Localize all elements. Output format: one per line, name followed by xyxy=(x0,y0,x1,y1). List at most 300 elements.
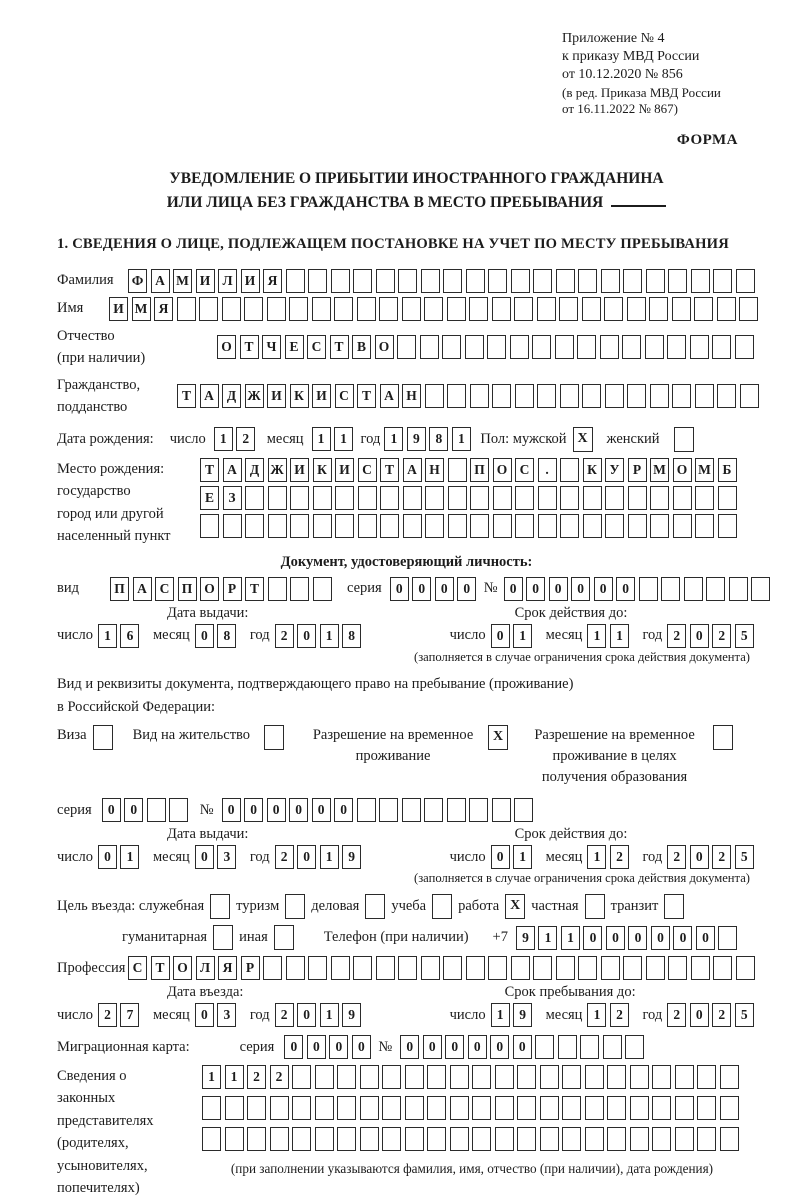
form-cell[interactable]: С xyxy=(515,458,534,482)
form-cell[interactable]: 0 xyxy=(628,926,647,950)
form-cell[interactable]: 0 xyxy=(435,577,454,601)
form-cell[interactable] xyxy=(604,297,623,321)
form-cell[interactable] xyxy=(335,486,354,510)
form-cell[interactable] xyxy=(470,514,489,538)
form-cell[interactable]: 1 xyxy=(561,926,580,950)
purpose-study-checkbox[interactable] xyxy=(432,894,452,919)
form-cell[interactable]: 0 xyxy=(334,798,353,822)
form-cell[interactable] xyxy=(380,514,399,538)
form-cell[interactable]: 1 xyxy=(513,845,532,869)
purpose-business-checkbox[interactable] xyxy=(365,894,385,919)
form-cell[interactable] xyxy=(517,1065,536,1089)
form-cell[interactable]: 1 xyxy=(312,427,331,451)
form-cell[interactable] xyxy=(607,1065,626,1089)
form-cell[interactable] xyxy=(672,384,691,408)
form-cell[interactable]: 7 xyxy=(120,1003,139,1027)
form-cell[interactable]: М xyxy=(132,297,151,321)
form-cell[interactable] xyxy=(625,1035,644,1059)
form-cell[interactable]: О xyxy=(375,335,394,359)
form-cell[interactable] xyxy=(495,1096,514,1120)
form-cell[interactable]: С xyxy=(307,335,326,359)
form-cell[interactable] xyxy=(353,956,372,980)
form-cell[interactable] xyxy=(537,384,556,408)
form-cell[interactable] xyxy=(649,297,668,321)
form-cell[interactable] xyxy=(603,1035,622,1059)
form-cell[interactable] xyxy=(673,486,692,510)
form-cell[interactable]: Б xyxy=(718,458,737,482)
form-cell[interactable] xyxy=(200,514,219,538)
form-cell[interactable] xyxy=(421,269,440,293)
form-cell[interactable] xyxy=(560,458,579,482)
form-cell[interactable]: 0 xyxy=(423,1035,442,1059)
form-cell[interactable]: 1 xyxy=(214,427,233,451)
form-cell[interactable] xyxy=(718,926,737,950)
form-cell[interactable] xyxy=(379,297,398,321)
form-cell[interactable] xyxy=(472,1096,491,1120)
form-cell[interactable] xyxy=(558,1035,577,1059)
form-cell[interactable] xyxy=(578,269,597,293)
form-cell[interactable]: А xyxy=(403,458,422,482)
form-cell[interactable]: 0 xyxy=(297,845,316,869)
form-cell[interactable] xyxy=(225,1096,244,1120)
form-cell[interactable] xyxy=(427,1096,446,1120)
form-cell[interactable] xyxy=(652,1127,671,1151)
form-cell[interactable]: 2 xyxy=(275,624,294,648)
form-cell[interactable]: Я xyxy=(218,956,237,980)
form-cell[interactable] xyxy=(650,384,669,408)
form-cell[interactable]: 5 xyxy=(735,1003,754,1027)
form-cell[interactable] xyxy=(720,1127,739,1151)
form-cell[interactable]: М xyxy=(650,458,669,482)
form-cell[interactable]: 0 xyxy=(329,1035,348,1059)
purpose-tourism-checkbox[interactable] xyxy=(285,894,305,919)
form-cell[interactable]: 0 xyxy=(102,798,121,822)
form-cell[interactable]: 0 xyxy=(284,1035,303,1059)
form-cell[interactable] xyxy=(511,269,530,293)
form-cell[interactable] xyxy=(376,269,395,293)
form-cell[interactable]: 0 xyxy=(195,624,214,648)
form-cell[interactable] xyxy=(313,486,332,510)
form-cell[interactable] xyxy=(585,1127,604,1151)
form-cell[interactable] xyxy=(358,486,377,510)
form-cell[interactable] xyxy=(697,1065,716,1089)
form-cell[interactable]: 0 xyxy=(696,926,715,950)
form-cell[interactable]: 0 xyxy=(504,577,523,601)
form-cell[interactable] xyxy=(540,1127,559,1151)
form-cell[interactable] xyxy=(357,798,376,822)
form-cell[interactable] xyxy=(487,335,506,359)
form-cell[interactable]: 2 xyxy=(275,1003,294,1027)
form-cell[interactable]: 0 xyxy=(690,624,709,648)
form-cell[interactable] xyxy=(270,1096,289,1120)
form-cell[interactable] xyxy=(292,1065,311,1089)
form-cell[interactable] xyxy=(623,956,642,980)
form-cell[interactable] xyxy=(605,384,624,408)
form-cell[interactable]: О xyxy=(673,458,692,482)
form-cell[interactable]: 0 xyxy=(307,1035,326,1059)
form-cell[interactable] xyxy=(465,335,484,359)
form-cell[interactable]: С xyxy=(358,458,377,482)
form-cell[interactable] xyxy=(514,798,533,822)
form-cell[interactable] xyxy=(472,1127,491,1151)
form-cell[interactable]: Р xyxy=(241,956,260,980)
form-cell[interactable] xyxy=(245,514,264,538)
form-cell[interactable] xyxy=(556,956,575,980)
form-cell[interactable] xyxy=(646,269,665,293)
form-cell[interactable]: Т xyxy=(240,335,259,359)
form-cell[interactable] xyxy=(427,1065,446,1089)
form-cell[interactable]: 9 xyxy=(516,926,535,950)
form-cell[interactable] xyxy=(424,297,443,321)
form-cell[interactable]: О xyxy=(200,577,219,601)
form-cell[interactable]: Д xyxy=(222,384,241,408)
form-cell[interactable] xyxy=(337,1127,356,1151)
form-cell[interactable]: П xyxy=(470,458,489,482)
form-cell[interactable] xyxy=(515,384,534,408)
form-cell[interactable]: П xyxy=(110,577,129,601)
form-cell[interactable]: И xyxy=(109,297,128,321)
form-cell[interactable] xyxy=(379,798,398,822)
form-cell[interactable] xyxy=(720,1065,739,1089)
form-cell[interactable]: Т xyxy=(380,458,399,482)
form-cell[interactable]: Я xyxy=(263,269,282,293)
form-cell[interactable] xyxy=(315,1127,334,1151)
form-cell[interactable]: 0 xyxy=(690,845,709,869)
form-cell[interactable]: В xyxy=(352,335,371,359)
form-cell[interactable]: 2 xyxy=(98,1003,117,1027)
form-cell[interactable] xyxy=(583,486,602,510)
form-cell[interactable]: И xyxy=(290,458,309,482)
form-cell[interactable]: 0 xyxy=(124,798,143,822)
form-cell[interactable]: 0 xyxy=(312,798,331,822)
form-cell[interactable] xyxy=(645,335,664,359)
form-cell[interactable]: М xyxy=(173,269,192,293)
form-cell[interactable] xyxy=(560,514,579,538)
form-cell[interactable] xyxy=(650,486,669,510)
form-cell[interactable] xyxy=(580,1035,599,1059)
sex-female-checkbox[interactable] xyxy=(674,427,694,452)
form-cell[interactable]: 1 xyxy=(320,624,339,648)
form-cell[interactable] xyxy=(562,1127,581,1151)
form-cell[interactable] xyxy=(202,1096,221,1120)
form-cell[interactable] xyxy=(169,798,188,822)
form-cell[interactable] xyxy=(661,577,680,601)
form-cell[interactable] xyxy=(360,1096,379,1120)
form-cell[interactable]: 0 xyxy=(549,577,568,601)
form-cell[interactable] xyxy=(360,1065,379,1089)
form-cell[interactable] xyxy=(313,577,332,601)
form-cell[interactable] xyxy=(447,384,466,408)
form-cell[interactable] xyxy=(559,297,578,321)
form-cell[interactable] xyxy=(268,514,287,538)
form-cell[interactable]: 0 xyxy=(673,926,692,950)
form-cell[interactable] xyxy=(495,1065,514,1089)
form-cell[interactable]: Н xyxy=(425,458,444,482)
form-cell[interactable] xyxy=(535,1035,554,1059)
form-cell[interactable] xyxy=(532,335,551,359)
form-cell[interactable] xyxy=(740,384,759,408)
form-cell[interactable]: Л xyxy=(218,269,237,293)
form-cell[interactable] xyxy=(308,269,327,293)
sex-male-checkbox[interactable]: X xyxy=(573,427,593,452)
form-cell[interactable]: 2 xyxy=(247,1065,266,1089)
form-cell[interactable]: 0 xyxy=(445,1035,464,1059)
form-cell[interactable] xyxy=(334,297,353,321)
form-cell[interactable]: А xyxy=(151,269,170,293)
form-cell[interactable] xyxy=(540,1096,559,1120)
form-cell[interactable] xyxy=(470,384,489,408)
form-cell[interactable]: О xyxy=(217,335,236,359)
form-cell[interactable]: 0 xyxy=(490,1035,509,1059)
form-cell[interactable]: 1 xyxy=(120,845,139,869)
form-cell[interactable]: А xyxy=(133,577,152,601)
form-cell[interactable] xyxy=(673,514,692,538)
form-cell[interactable]: . xyxy=(538,458,557,482)
form-cell[interactable]: И xyxy=(335,458,354,482)
form-cell[interactable] xyxy=(697,1127,716,1151)
form-cell[interactable] xyxy=(202,1127,221,1151)
form-cell[interactable] xyxy=(447,798,466,822)
purpose-work-checkbox[interactable]: X xyxy=(505,894,525,919)
form-cell[interactable]: 1 xyxy=(384,427,403,451)
form-cell[interactable]: 0 xyxy=(297,1003,316,1027)
form-cell[interactable] xyxy=(672,297,691,321)
form-cell[interactable]: 0 xyxy=(195,845,214,869)
form-cell[interactable] xyxy=(538,486,557,510)
form-cell[interactable] xyxy=(623,269,642,293)
form-cell[interactable] xyxy=(622,335,641,359)
form-cell[interactable]: К xyxy=(290,384,309,408)
form-cell[interactable] xyxy=(353,269,372,293)
form-cell[interactable] xyxy=(493,514,512,538)
form-cell[interactable]: Ф xyxy=(128,269,147,293)
form-cell[interactable] xyxy=(199,297,218,321)
form-cell[interactable] xyxy=(510,335,529,359)
form-cell[interactable] xyxy=(695,514,714,538)
form-cell[interactable]: Я xyxy=(154,297,173,321)
form-cell[interactable]: 0 xyxy=(400,1035,419,1059)
form-cell[interactable] xyxy=(668,269,687,293)
form-cell[interactable] xyxy=(713,269,732,293)
form-cell[interactable]: Е xyxy=(285,335,304,359)
form-cell[interactable] xyxy=(493,486,512,510)
form-cell[interactable]: О xyxy=(493,458,512,482)
form-cell[interactable] xyxy=(706,577,725,601)
form-cell[interactable] xyxy=(718,514,737,538)
form-cell[interactable] xyxy=(583,514,602,538)
form-cell[interactable]: П xyxy=(178,577,197,601)
form-cell[interactable]: У xyxy=(605,458,624,482)
form-cell[interactable]: 1 xyxy=(587,1003,606,1027)
form-cell[interactable] xyxy=(739,297,758,321)
form-cell[interactable] xyxy=(420,335,439,359)
form-cell[interactable] xyxy=(690,335,709,359)
form-cell[interactable] xyxy=(308,956,327,980)
form-cell[interactable]: 3 xyxy=(217,1003,236,1027)
form-cell[interactable]: 0 xyxy=(352,1035,371,1059)
form-cell[interactable] xyxy=(315,1065,334,1089)
form-cell[interactable]: 0 xyxy=(616,577,635,601)
form-cell[interactable]: 2 xyxy=(712,1003,731,1027)
form-cell[interactable]: 0 xyxy=(267,798,286,822)
form-cell[interactable]: 2 xyxy=(610,1003,629,1027)
form-cell[interactable] xyxy=(605,514,624,538)
form-cell[interactable]: Н xyxy=(402,384,421,408)
form-cell[interactable]: 2 xyxy=(712,845,731,869)
form-cell[interactable] xyxy=(268,577,287,601)
form-cell[interactable] xyxy=(405,1065,424,1089)
form-cell[interactable]: 1 xyxy=(491,1003,510,1027)
form-cell[interactable] xyxy=(630,1065,649,1089)
form-cell[interactable]: 8 xyxy=(217,624,236,648)
visa-checkbox[interactable] xyxy=(93,725,113,750)
form-cell[interactable] xyxy=(290,514,309,538)
form-cell[interactable] xyxy=(718,486,737,510)
form-cell[interactable]: 1 xyxy=(334,427,353,451)
form-cell[interactable] xyxy=(267,297,286,321)
form-cell[interactable]: 0 xyxy=(583,926,602,950)
form-cell[interactable] xyxy=(403,486,422,510)
form-cell[interactable] xyxy=(286,956,305,980)
form-cell[interactable] xyxy=(469,798,488,822)
form-cell[interactable] xyxy=(331,956,350,980)
form-cell[interactable] xyxy=(292,1127,311,1151)
form-cell[interactable]: К xyxy=(583,458,602,482)
form-cell[interactable] xyxy=(533,956,552,980)
form-cell[interactable]: 2 xyxy=(667,624,686,648)
form-cell[interactable]: 0 xyxy=(491,845,510,869)
form-cell[interactable]: 0 xyxy=(526,577,545,601)
purpose-private-checkbox[interactable] xyxy=(585,894,605,919)
temporary-residence-checkbox[interactable]: X xyxy=(488,725,508,750)
form-cell[interactable] xyxy=(270,1127,289,1151)
form-cell[interactable] xyxy=(382,1065,401,1089)
form-cell[interactable] xyxy=(684,577,703,601)
form-cell[interactable]: 5 xyxy=(735,624,754,648)
form-cell[interactable] xyxy=(627,297,646,321)
form-cell[interactable] xyxy=(223,514,242,538)
form-cell[interactable] xyxy=(405,1127,424,1151)
form-cell[interactable]: И xyxy=(312,384,331,408)
purpose-other-checkbox[interactable] xyxy=(274,925,294,950)
form-cell[interactable]: М xyxy=(695,458,714,482)
form-cell[interactable] xyxy=(736,956,755,980)
form-cell[interactable] xyxy=(290,577,309,601)
form-cell[interactable] xyxy=(691,269,710,293)
residence-permit-checkbox[interactable] xyxy=(264,725,284,750)
form-cell[interactable]: Ж xyxy=(268,458,287,482)
form-cell[interactable] xyxy=(729,577,748,601)
form-cell[interactable] xyxy=(290,486,309,510)
form-cell[interactable] xyxy=(245,486,264,510)
form-cell[interactable]: Р xyxy=(628,458,647,482)
form-cell[interactable] xyxy=(335,514,354,538)
form-cell[interactable]: З xyxy=(223,486,242,510)
form-cell[interactable] xyxy=(556,269,575,293)
form-cell[interactable] xyxy=(695,384,714,408)
form-cell[interactable] xyxy=(652,1096,671,1120)
purpose-humanitarian-checkbox[interactable] xyxy=(213,925,233,950)
form-cell[interactable] xyxy=(469,297,488,321)
form-cell[interactable] xyxy=(357,297,376,321)
form-cell[interactable] xyxy=(312,297,331,321)
form-cell[interactable]: 9 xyxy=(407,427,426,451)
form-cell[interactable] xyxy=(717,297,736,321)
form-cell[interactable] xyxy=(720,1096,739,1120)
form-cell[interactable]: 9 xyxy=(513,1003,532,1027)
form-cell[interactable]: 0 xyxy=(594,577,613,601)
form-cell[interactable] xyxy=(397,335,416,359)
form-cell[interactable] xyxy=(405,1096,424,1120)
form-cell[interactable]: 2 xyxy=(712,624,731,648)
form-cell[interactable]: 8 xyxy=(342,624,361,648)
form-cell[interactable] xyxy=(628,486,647,510)
form-cell[interactable]: 1 xyxy=(587,624,606,648)
form-cell[interactable] xyxy=(402,798,421,822)
form-cell[interactable]: К xyxy=(313,458,332,482)
form-cell[interactable] xyxy=(286,269,305,293)
form-cell[interactable]: О xyxy=(173,956,192,980)
form-cell[interactable]: 1 xyxy=(538,926,557,950)
form-cell[interactable] xyxy=(244,297,263,321)
form-cell[interactable]: Т xyxy=(200,458,219,482)
form-cell[interactable] xyxy=(675,1065,694,1089)
form-cell[interactable] xyxy=(560,486,579,510)
form-cell[interactable]: Л xyxy=(196,956,215,980)
form-cell[interactable] xyxy=(382,1127,401,1151)
form-cell[interactable]: С xyxy=(128,956,147,980)
form-cell[interactable] xyxy=(450,1127,469,1151)
form-cell[interactable] xyxy=(425,486,444,510)
form-cell[interactable] xyxy=(492,798,511,822)
form-cell[interactable]: 0 xyxy=(98,845,117,869)
form-cell[interactable] xyxy=(697,1096,716,1120)
form-cell[interactable]: 1 xyxy=(513,624,532,648)
form-cell[interactable] xyxy=(488,956,507,980)
form-cell[interactable]: 6 xyxy=(120,624,139,648)
form-cell[interactable] xyxy=(492,297,511,321)
form-cell[interactable] xyxy=(289,297,308,321)
form-cell[interactable] xyxy=(466,956,485,980)
form-cell[interactable] xyxy=(639,577,658,601)
form-cell[interactable] xyxy=(448,514,467,538)
form-cell[interactable] xyxy=(222,297,241,321)
form-cell[interactable]: 2 xyxy=(667,1003,686,1027)
form-cell[interactable] xyxy=(402,297,421,321)
form-cell[interactable] xyxy=(450,1065,469,1089)
form-cell[interactable] xyxy=(601,956,620,980)
form-cell[interactable] xyxy=(247,1096,266,1120)
form-cell[interactable] xyxy=(442,335,461,359)
form-cell[interactable] xyxy=(667,335,686,359)
form-cell[interactable] xyxy=(331,269,350,293)
form-cell[interactable] xyxy=(268,486,287,510)
form-cell[interactable]: Т xyxy=(245,577,264,601)
temporary-residence-education-checkbox[interactable] xyxy=(713,725,733,750)
form-cell[interactable] xyxy=(627,384,646,408)
form-cell[interactable]: 9 xyxy=(342,1003,361,1027)
form-cell[interactable] xyxy=(540,1065,559,1089)
form-cell[interactable]: Т xyxy=(357,384,376,408)
form-cell[interactable] xyxy=(668,956,687,980)
form-cell[interactable]: 0 xyxy=(297,624,316,648)
form-cell[interactable]: И xyxy=(241,269,260,293)
form-cell[interactable] xyxy=(577,335,596,359)
form-cell[interactable] xyxy=(358,514,377,538)
form-cell[interactable] xyxy=(736,269,755,293)
form-cell[interactable] xyxy=(315,1096,334,1120)
form-cell[interactable] xyxy=(443,956,462,980)
